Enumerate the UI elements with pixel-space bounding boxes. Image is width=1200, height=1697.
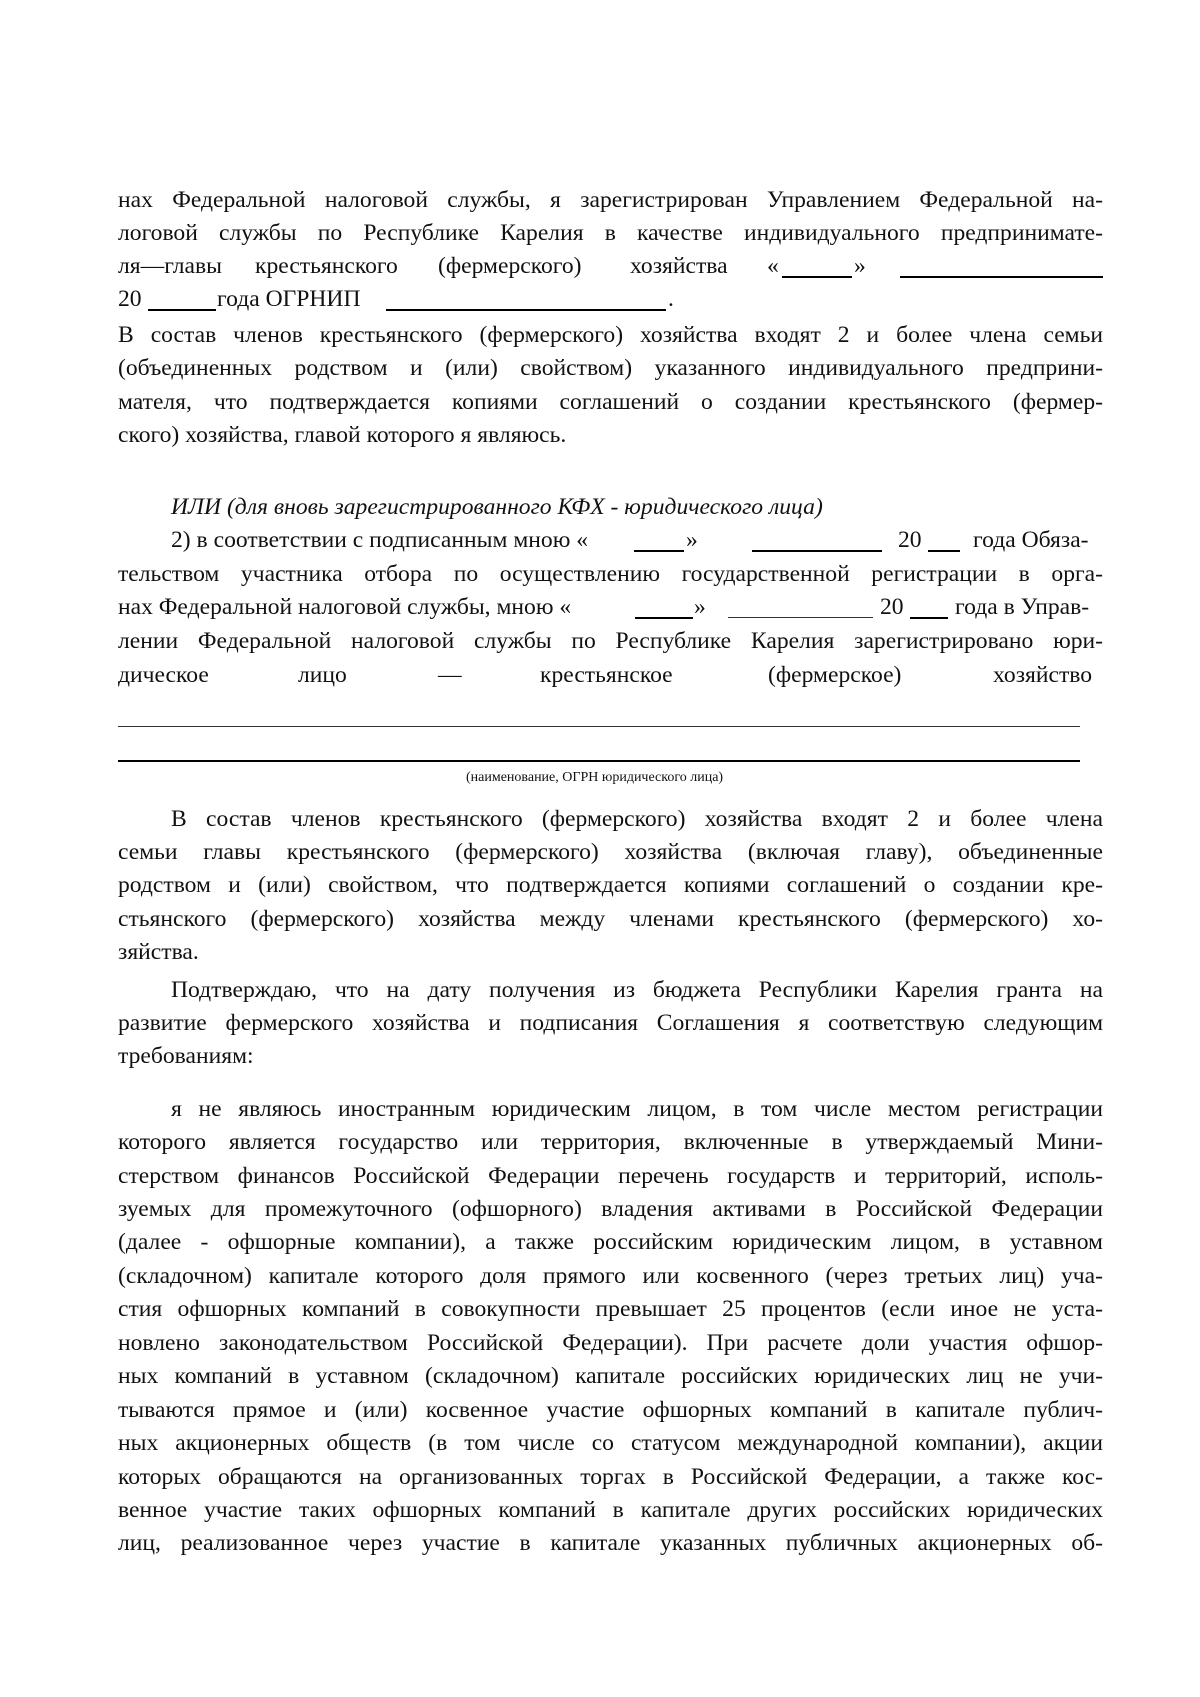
text-line: лиц, реализованное через участие в капитале указанных публичных акционерных об- [118,1530,1103,1556]
text-line: семьи главы крестьянского (фермерского) хозяйства (включая главу), объединенные [118,839,1103,865]
name-fill-line [118,726,1080,727]
blank-year [910,617,948,619]
text-line: (складочном) капитале которого доля прямого или косвенного (через третьих лиц) уча- [118,1263,1103,1289]
text-line: нах Федеральной налоговой службы, я зарегистрирован Управлением Федеральной на- [118,187,1103,213]
text-line: (далее - офшорные компании), а также российским юридическим лицом, в уставном [118,1229,1103,1255]
quote-close: » [686,527,698,553]
text-line: стьянского (фермерского) хозяйства между членами крестьянского (фермерского) хо- [118,906,1103,932]
alternative-heading: ИЛИ (для вновь зарегистрированного КФХ - юридического лица) [171,494,823,520]
text-line: стия офшорных компаний в совокупности превышает 25 процентов (если иное не уста- [118,1296,1103,1322]
year-prefix: 20 [118,286,142,312]
text-line-part: 2) в соответствии с подписанным мною « [171,527,589,553]
blank-day [635,617,693,619]
text-line: родством и (или) свойством, что подтверждается копиями соглашений о создании кре- [118,872,1103,898]
text-line: Подтверждаю, что на дату получения из бюджета Республики Карелия гранта на [171,977,1103,1003]
text-line-part: крестьянское [540,662,673,688]
text-line: В состав членов крестьянского (фермерского) хозяйства входят 2 и более члена семьи [118,322,1103,348]
blank-month [728,617,873,618]
quote-close: » [854,253,866,279]
ogrnip-label: года ОГРНИП [217,286,361,312]
quote-open: « [767,253,779,279]
text-line: логовой службы по Республике Карелия в качестве индивидуального предпринимате- [118,220,1103,246]
text-line: новлено законодательством Российской Федерации). При расчете доли участия офшор- [118,1330,1103,1356]
text-line-part: дическое [118,662,209,688]
text-line: которого является государство или территория, включенные в утверждаемый Мини- [118,1129,1103,1155]
text-line-part: нах Федеральной налоговой службы, мною « [118,594,572,620]
blank-month [752,550,882,552]
text-line: ных акционерных обществ (в том числе со статусом международной компании), акции [118,1430,1103,1456]
text-line: ных компаний в уставном (складочном) капитале российских юридических лиц не учи- [118,1363,1103,1389]
text-line: зуемых для промежуточного (офшорного) владения активами в Российской Федерации [118,1196,1103,1222]
text-line: (объединенных родством и (или) свойством) указанного индивидуального предприни- [118,355,1103,381]
text-line: требованиям: [118,1043,254,1069]
blank-day [782,276,852,278]
text-line-part: хозяйства [630,253,728,279]
text-line-part: лицо [298,662,347,688]
text-line: которых обращаются на организованных торгах в Российской Федерации, а также кос- [118,1464,1103,1490]
year-prefix: 20 [880,594,904,620]
blank-year [148,309,216,311]
text-line-part: . [668,286,674,312]
text-line: развитие фермерского хозяйства и подписания Соглашения я соответствую следующим [118,1010,1103,1036]
blank-day [634,550,684,552]
text-line-part: — [438,662,462,688]
text-line: зяйства. [118,939,199,965]
text-line: В состав членов крестьянского (фермерского) хозяйства входят 2 и более члена [171,806,1103,832]
text-line: тываются прямое и (или) косвенное участие офшорных компаний в капитале публич- [118,1397,1103,1423]
text-line: лении Федеральной налоговой службы по Республике Карелия зарегистрировано юри- [118,628,1103,654]
blank-year [928,550,960,552]
text-line: я не являюсь иностранным юридическим лицом, в том числе местом регистрации [171,1096,1103,1122]
blank-ogrnip [386,309,666,311]
text-line: мателя, что подтверждается копиями соглашений о создании крестьянского (фермер- [118,389,1103,415]
text-line-part: хозяйство [993,662,1093,688]
text-line: стерством финансов Российской Федерации перечень государств и территорий, исполь- [118,1163,1103,1189]
text-line: венное участие таких офшорных компаний в капитале других российских юридических [118,1497,1103,1523]
text-line-part: (фермерское) [768,662,902,688]
name-fill-line [118,760,1080,762]
field-caption: (наименование, ОГРН юридического лица) [466,770,724,785]
text-line: ского) хозяйства, главой которого я являюсь. [118,422,567,448]
text-line: тельством участника отбора по осуществлению государственной регистрации в орга- [118,561,1103,587]
text-line-part: года Обяза- [973,527,1089,553]
text-line-part: (фермерского) [438,253,582,279]
text-line-part: крестьянского [255,253,398,279]
blank-month [900,276,1103,278]
text-line-part: ля—главы [118,253,222,279]
year-prefix: 20 [898,527,922,553]
text-line-part: года в Управ- [955,594,1090,620]
quote-close: » [694,594,706,620]
